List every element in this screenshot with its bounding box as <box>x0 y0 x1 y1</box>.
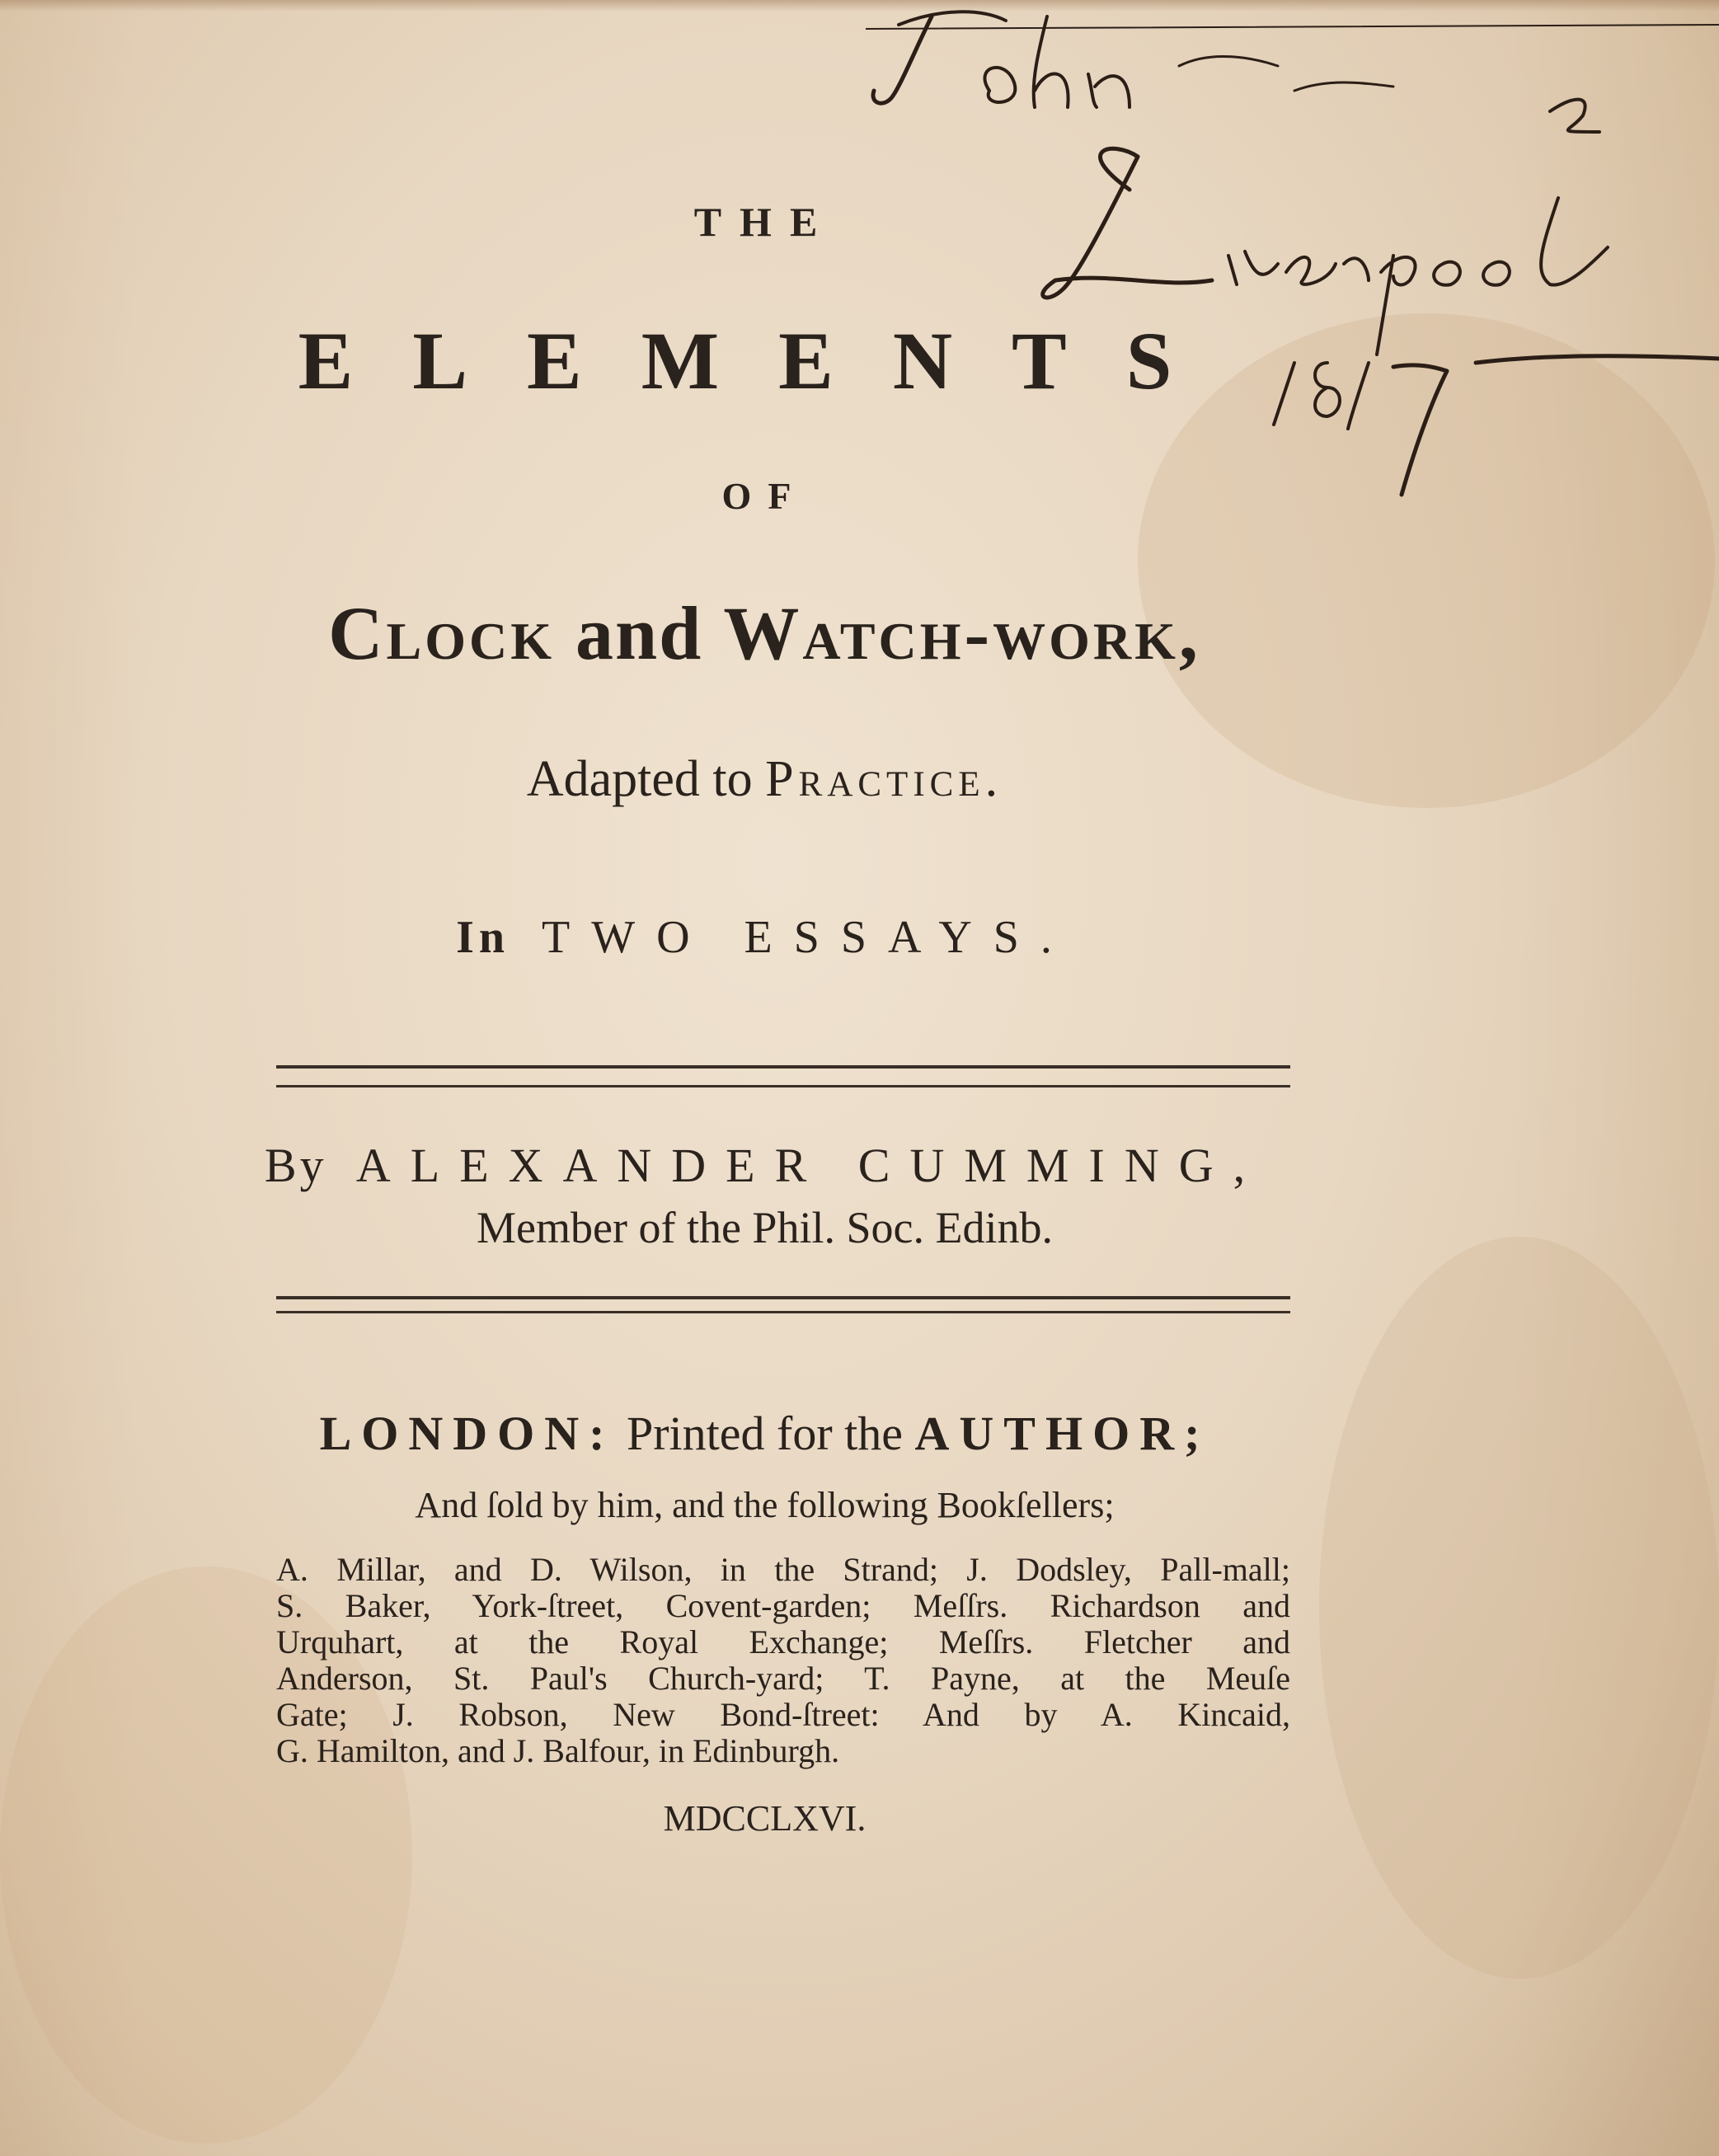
booksellers-line: S. Baker, York-ſtreet, Covent-garden; Meſſrs. Richardson and <box>276 1587 1290 1624</box>
divider-rule <box>276 1085 1290 1087</box>
title-of: OF <box>721 475 808 517</box>
essays-in: In <box>456 912 510 963</box>
imprint-line <box>0 1406 1624 1461</box>
sold-by-line: And ſold by him, and the following Bookſellers; <box>415 1485 1115 1525</box>
subtitle-practice: Practice. <box>765 751 1003 807</box>
title-the: THE <box>693 199 836 245</box>
author-name: ALEXANDER CUMMING, <box>326 1139 1266 1192</box>
author-line <box>0 1138 1624 1193</box>
title-clock-word: Clock <box>328 591 555 675</box>
essays-rest: TWO ESSAYS. <box>510 912 1073 963</box>
handwritten-inscription <box>866 0 1719 511</box>
divider-rule <box>276 1065 1290 1069</box>
paper-stain <box>1319 1237 1719 1979</box>
divider-rule <box>276 1296 1290 1299</box>
author-by: By <box>264 1139 327 1192</box>
imprint-city: LONDON: <box>319 1407 615 1460</box>
divider-rule <box>276 1311 1290 1313</box>
author-affiliation: Member of the Phil. Soc. Edinb. <box>477 1203 1053 1252</box>
booksellers-line: Gate; J. Robson, New Bond-ſtreet: And by A. Kincaid, <box>276 1696 1290 1733</box>
essays-line <box>0 911 1624 964</box>
imprint-author: AUTHOR; <box>914 1407 1210 1460</box>
title-clock-and-watch-work <box>0 589 1624 677</box>
booksellers-line: G. Hamilton, and J. Balfour, in Edinburgh. <box>276 1732 840 1769</box>
title-and-word: and <box>555 591 724 675</box>
imprint-date: MDCCLXVI. <box>663 1798 867 1839</box>
imprint-printed-for: Printed for the <box>614 1407 915 1460</box>
title-watch-work-word: Watch-work, <box>723 591 1201 675</box>
subtitle-lead: Adapted to <box>526 751 766 807</box>
booksellers-line: Urquhart, at the Royal Exchange; Meſſrs. Fletcher and <box>276 1623 1290 1660</box>
subtitle <box>0 750 1624 809</box>
booksellers-line: Anderson, St. Paul's Church-yard; T. Payne, at the Meuſe <box>276 1660 1290 1697</box>
booksellers-list <box>276 1552 1290 1769</box>
title-elements: ELEMENTS <box>298 315 1232 406</box>
booksellers-line: A. Millar, and D. Wilson, in the Strand; J. Dodsley, Pall-mall; <box>276 1551 1290 1588</box>
